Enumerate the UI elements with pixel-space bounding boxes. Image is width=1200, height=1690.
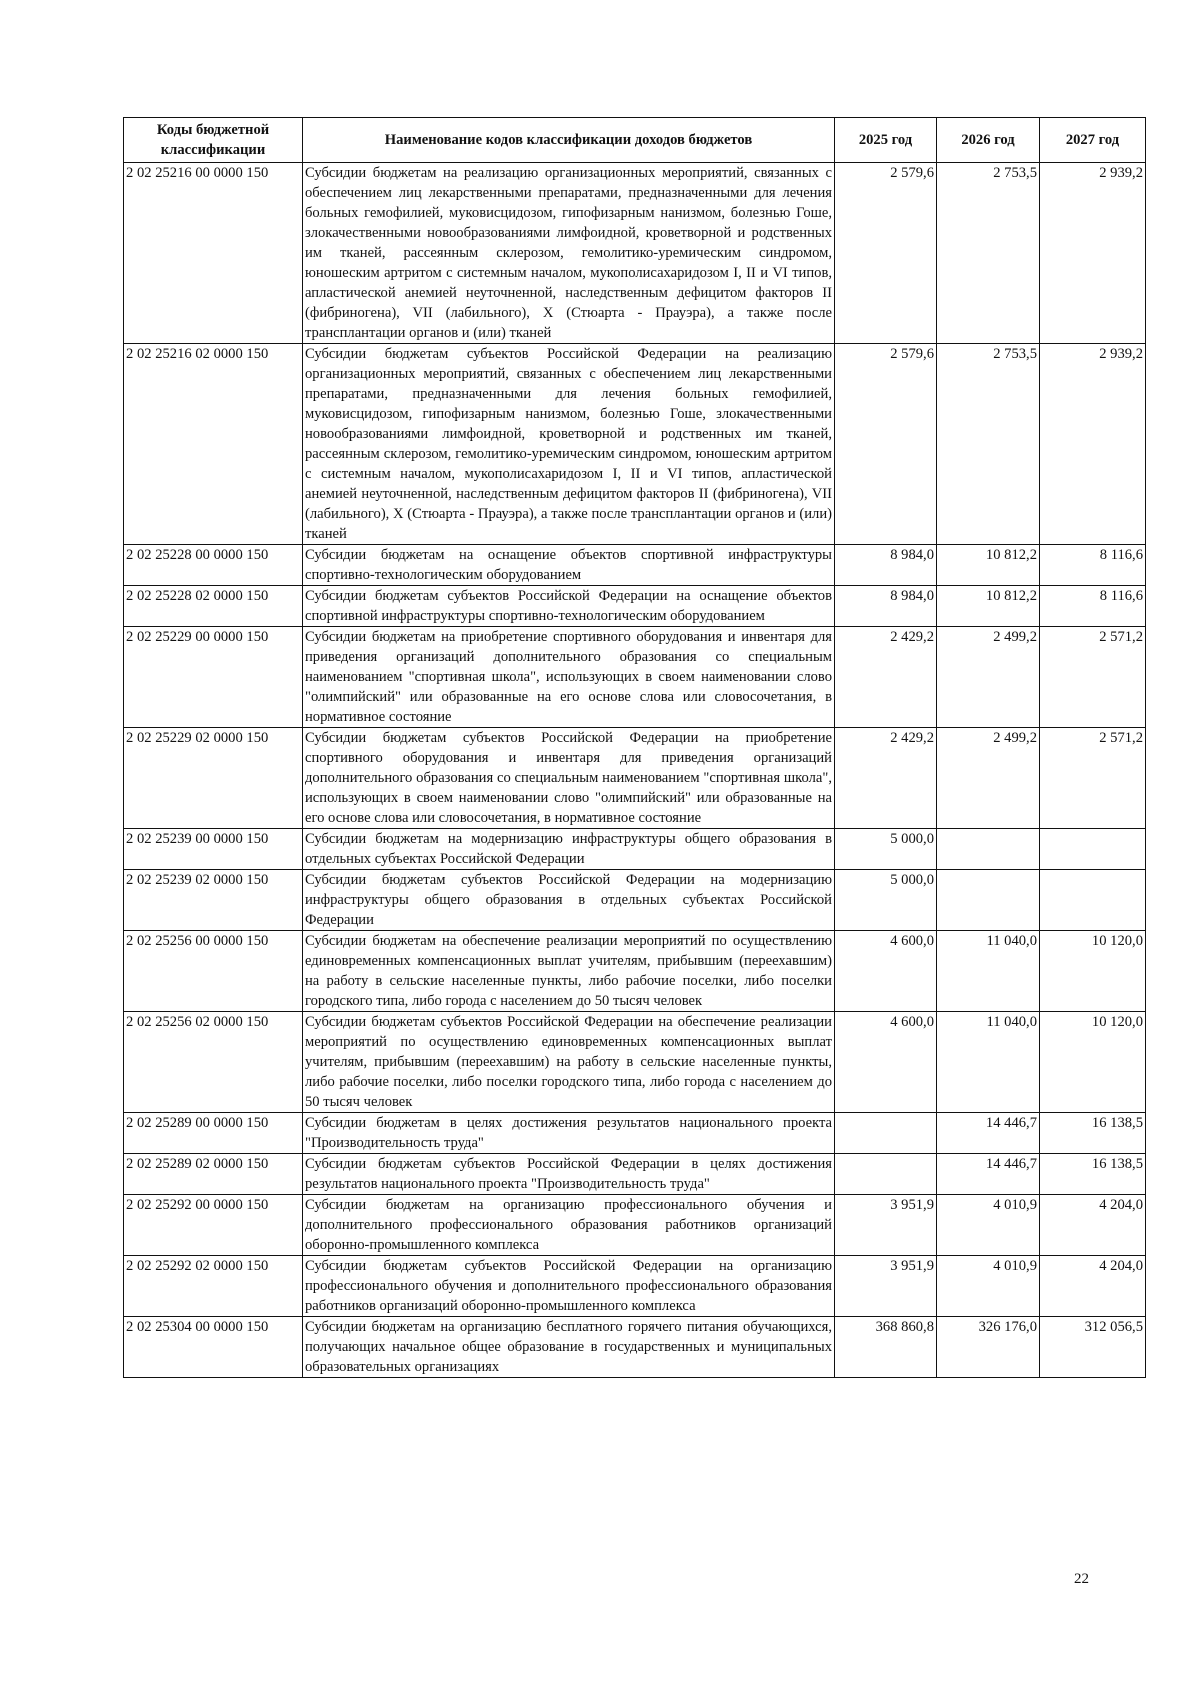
value-2026-cell: 10 812,2 (937, 545, 1040, 586)
value-2027-cell: 2 571,2 (1040, 627, 1146, 728)
table-row (124, 1317, 1146, 1378)
value-2025-cell: 3 951,9 (835, 1195, 937, 1256)
value-2026-cell: 4 010,9 (937, 1256, 1040, 1317)
header-codes: Коды бюджетной классификации (124, 118, 303, 163)
table-body (124, 163, 1146, 1378)
value-2027-cell: 2 571,2 (1040, 728, 1146, 829)
value-2025-cell: 2 579,6 (835, 344, 937, 545)
table-row (124, 1154, 1146, 1195)
budget-code-cell: 2 02 25229 02 0000 150 (124, 728, 303, 829)
header-2025: 2025 год (835, 118, 937, 163)
budget-revenue-table (123, 117, 1146, 1378)
value-2027-cell: 16 138,5 (1040, 1154, 1146, 1195)
value-2027-cell: 8 116,6 (1040, 586, 1146, 627)
header-name: Наименование кодов классификации доходов бюджетов (303, 118, 835, 163)
revenue-name-cell: Субсидии бюджетам субъектов Российской Федерации на обеспечение реализации мероприятий по осуществлению единовременных компенсационных выплат учителям, прибывшим (переехавшим) на работу в сельские населенные пункты, либо рабочие поселки, либо поселки городского типа, либо города с населением до 50 тысяч человек (303, 1012, 835, 1113)
value-2025-cell: 8 984,0 (835, 545, 937, 586)
value-2025-cell: 2 429,2 (835, 627, 937, 728)
revenue-name-cell: Субсидии бюджетам субъектов Российской Федерации на модернизацию инфраструктуры общего образования в отдельных субъектах Российской Федерации (303, 870, 835, 931)
value-2027-cell: 8 116,6 (1040, 545, 1146, 586)
value-2025-cell: 4 600,0 (835, 931, 937, 1012)
value-2025-cell: 4 600,0 (835, 1012, 937, 1113)
value-2026-cell: 11 040,0 (937, 931, 1040, 1012)
value-2027-cell: 4 204,0 (1040, 1256, 1146, 1317)
value-2025-cell: 3 951,9 (835, 1256, 937, 1317)
budget-code-cell: 2 02 25228 00 0000 150 (124, 545, 303, 586)
table-row (124, 344, 1146, 545)
value-2027-cell: 16 138,5 (1040, 1113, 1146, 1154)
value-2027-cell: 10 120,0 (1040, 1012, 1146, 1113)
revenue-name-cell: Субсидии бюджетам на организацию профессионального обучения и дополнительного профессионального образования работников организаций оборонно-промышленного комплекса (303, 1195, 835, 1256)
revenue-name-cell: Субсидии бюджетам на реализацию организационных мероприятий, связанных с обеспечением лиц лекарственными препаратами, предназначенными для лечения больных гемофилией, муковисцидозом, гипофизарным нанизмом, болезнью Гоше, злокачественными новообразованиями лимфоидной, кроветворной и родственных им тканей, рассеянным склерозом, гемолитико-уремическим синдромом, юношеским артритом с системным началом, мукополисахаридозом I, II и VI типов, апластической анемией неуточненной, наследственным дефицитом факторов II (фибриногена), VII (лабильного), X (Стюарта - Прауэра), а также после трансплантации органов и (или) тканей (303, 163, 835, 344)
value-2026-cell: 326 176,0 (937, 1317, 1040, 1378)
budget-code-cell: 2 02 25239 02 0000 150 (124, 870, 303, 931)
value-2027-cell: 2 939,2 (1040, 163, 1146, 344)
value-2026-cell: 2 499,2 (937, 627, 1040, 728)
revenue-name-cell: Субсидии бюджетам на приобретение спортивного оборудования и инвентаря для приведения организаций дополнительного образования со специальным наименованием "спортивная школа", использующих в своем наименовании слово "олимпийский" или образованные на его основе слова или словосочетания, в нормативное состояние (303, 627, 835, 728)
revenue-name-cell: Субсидии бюджетам на обеспечение реализации мероприятий по осуществлению единовременных компенсационных выплат учителям, прибывшим (переехавшим) на работу в сельские населенные пункты, либо рабочие поселки, либо поселки городского типа, либо города с населением до 50 тысяч человек (303, 931, 835, 1012)
value-2025-cell (835, 1113, 937, 1154)
budget-code-cell: 2 02 25239 00 0000 150 (124, 829, 303, 870)
table-row (124, 545, 1146, 586)
value-2027-cell (1040, 870, 1146, 931)
revenue-name-cell: Субсидии бюджетам в целях достижения результатов национального проекта "Производительность труда" (303, 1113, 835, 1154)
value-2026-cell: 14 446,7 (937, 1154, 1040, 1195)
budget-code-cell: 2 02 25289 00 0000 150 (124, 1113, 303, 1154)
page-number: 22 (1074, 1571, 1089, 1587)
value-2026-cell: 14 446,7 (937, 1113, 1040, 1154)
budget-code-cell: 2 02 25229 00 0000 150 (124, 627, 303, 728)
table-row (124, 728, 1146, 829)
value-2027-cell (1040, 829, 1146, 870)
value-2026-cell: 4 010,9 (937, 1195, 1040, 1256)
value-2026-cell: 2 753,5 (937, 163, 1040, 344)
value-2027-cell: 10 120,0 (1040, 931, 1146, 1012)
value-2027-cell: 312 056,5 (1040, 1317, 1146, 1378)
revenue-name-cell: Субсидии бюджетам на организацию бесплатного горячего питания обучающихся, получающих начальное общее образование в государственных и муниципальных образовательных организациях (303, 1317, 835, 1378)
table-header-row (124, 118, 1146, 163)
value-2026-cell: 2 753,5 (937, 344, 1040, 545)
budget-code-cell: 2 02 25289 02 0000 150 (124, 1154, 303, 1195)
table-row (124, 931, 1146, 1012)
value-2025-cell: 5 000,0 (835, 829, 937, 870)
value-2026-cell: 2 499,2 (937, 728, 1040, 829)
table-row (124, 163, 1146, 344)
value-2026-cell: 11 040,0 (937, 1012, 1040, 1113)
revenue-name-cell: Субсидии бюджетам субъектов Российской Федерации на приобретение спортивного оборудования и инвентаря для приведения организаций дополнительного образования со специальным наименованием "спортивная школа", использующих в своем наименовании слово "олимпийский" или образованные на его основе слова или словосочетания, в нормативное состояние (303, 728, 835, 829)
header-2027: 2027 год (1040, 118, 1146, 163)
budget-code-cell: 2 02 25256 00 0000 150 (124, 931, 303, 1012)
revenue-name-cell: Субсидии бюджетам субъектов Российской Федерации в целях достижения результатов национального проекта "Производительность труда" (303, 1154, 835, 1195)
table-row (124, 586, 1146, 627)
value-2026-cell (937, 829, 1040, 870)
value-2025-cell: 2 579,6 (835, 163, 937, 344)
value-2027-cell: 4 204,0 (1040, 1195, 1146, 1256)
budget-code-cell: 2 02 25228 02 0000 150 (124, 586, 303, 627)
table-row (124, 829, 1146, 870)
budget-code-cell: 2 02 25304 00 0000 150 (124, 1317, 303, 1378)
value-2025-cell: 8 984,0 (835, 586, 937, 627)
table-row (124, 1012, 1146, 1113)
budget-code-cell: 2 02 25292 02 0000 150 (124, 1256, 303, 1317)
revenue-name-cell: Субсидии бюджетам на модернизацию инфраструктуры общего образования в отдельных субъектах Российской Федерации (303, 829, 835, 870)
value-2027-cell: 2 939,2 (1040, 344, 1146, 545)
table-row (124, 1113, 1146, 1154)
revenue-name-cell: Субсидии бюджетам субъектов Российской Федерации на оснащение объектов спортивной инфраструктуры спортивно-технологическим оборудованием (303, 586, 835, 627)
value-2025-cell: 5 000,0 (835, 870, 937, 931)
value-2025-cell (835, 1154, 937, 1195)
revenue-name-cell: Субсидии бюджетам на оснащение объектов спортивной инфраструктуры спортивно-технологическим оборудованием (303, 545, 835, 586)
budget-code-cell: 2 02 25292 00 0000 150 (124, 1195, 303, 1256)
revenue-name-cell: Субсидии бюджетам субъектов Российской Федерации на организацию профессионального обучения и дополнительного профессионального образования работников организаций оборонно-промышленного комплекса (303, 1256, 835, 1317)
table-row (124, 1256, 1146, 1317)
value-2026-cell: 10 812,2 (937, 586, 1040, 627)
value-2025-cell: 2 429,2 (835, 728, 937, 829)
table-row (124, 627, 1146, 728)
value-2026-cell (937, 870, 1040, 931)
budget-code-cell: 2 02 25216 02 0000 150 (124, 344, 303, 545)
table-row (124, 870, 1146, 931)
budget-code-cell: 2 02 25256 02 0000 150 (124, 1012, 303, 1113)
table-row (124, 1195, 1146, 1256)
budget-code-cell: 2 02 25216 00 0000 150 (124, 163, 303, 344)
value-2025-cell: 368 860,8 (835, 1317, 937, 1378)
revenue-name-cell: Субсидии бюджетам субъектов Российской Федерации на реализацию организационных мероприятий, связанных с обеспечением лиц лекарственными препаратами, предназначенными для лечения больных гемофилией, муковисцидозом, гипофизарным нанизмом, болезнью Гоше, злокачественными новообразованиями лимфоидной, кроветворной и родственных им тканей, рассеянным склерозом, гемолитико-уремическим синдромом, юношеским артритом с системным началом, мукополисахаридозом I, II и VI типов, апластической анемией неуточненной, наследственным дефицитом факторов II (фибриногена), VII (лабильного), X (Стюарта - Прауэра), а также после трансплантации органов и (или) тканей (303, 344, 835, 545)
header-2026: 2026 год (937, 118, 1040, 163)
